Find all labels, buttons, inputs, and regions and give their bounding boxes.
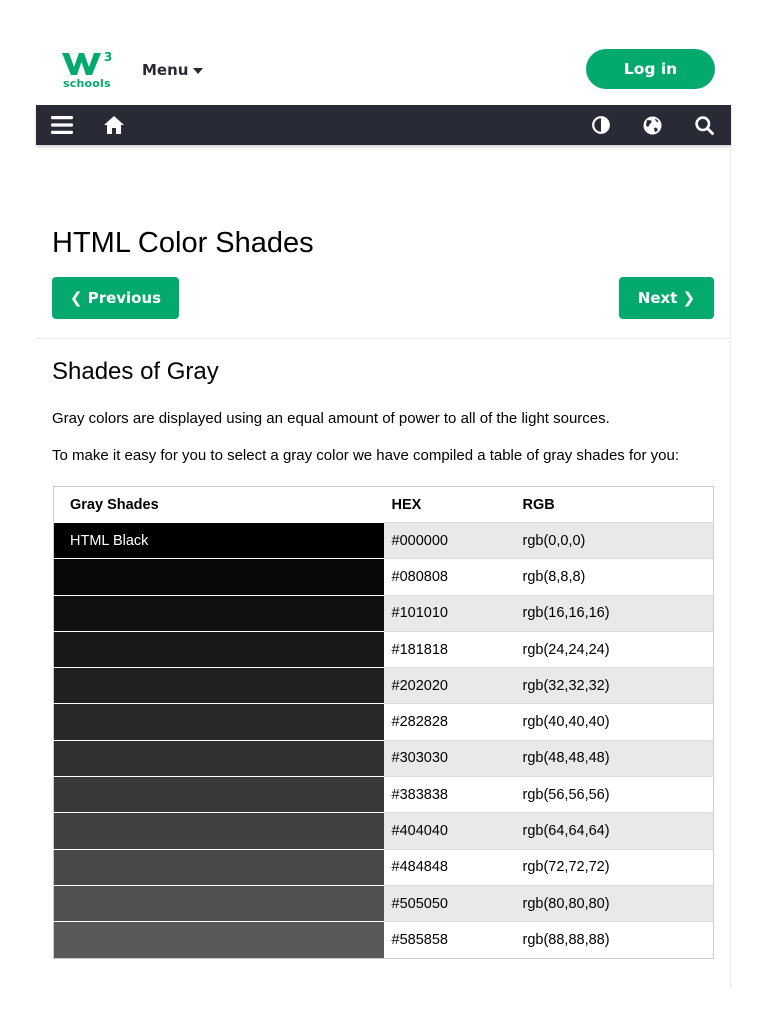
top-navbar — [36, 105, 731, 145]
hex-value: #484848 — [384, 849, 515, 885]
rgb-value: rgb(88,88,88) — [515, 922, 714, 958]
hex-value: #101010 — [384, 595, 515, 631]
color-swatch — [54, 704, 384, 740]
rgb-value: rgb(72,72,72) — [515, 849, 714, 885]
section-divider — [36, 338, 731, 339]
table-row — [54, 740, 714, 776]
hex-value: #383838 — [384, 777, 515, 813]
table-row — [54, 559, 714, 595]
caret-down-icon — [193, 68, 203, 74]
header-hex: HEX — [384, 487, 515, 523]
color-swatch — [54, 885, 384, 921]
color-swatch — [54, 922, 384, 958]
page-title: HTML Color Shades — [52, 227, 314, 259]
menu-label: Menu — [142, 61, 189, 79]
color-swatch — [54, 740, 384, 776]
hex-value: #181818 — [384, 631, 515, 667]
rgb-value: rgb(16,16,16) — [515, 595, 714, 631]
logo-text: schools — [63, 77, 111, 90]
menu-button[interactable] — [142, 58, 203, 82]
search-icon[interactable] — [692, 113, 716, 137]
table-row — [54, 631, 714, 667]
hex-value: #303030 — [384, 740, 515, 776]
header-rgb: RGB — [515, 487, 714, 523]
hex-value: #404040 — [384, 813, 515, 849]
table-row — [54, 885, 714, 921]
table-row — [54, 523, 714, 559]
hex-value: #080808 — [384, 559, 515, 595]
rgb-value: rgb(56,56,56) — [515, 777, 714, 813]
page-edge-line — [730, 38, 731, 988]
globe-icon[interactable] — [640, 113, 664, 137]
color-swatch — [54, 559, 384, 595]
gray-shades-table — [53, 486, 714, 959]
hex-value: #282828 — [384, 704, 515, 740]
rgb-value: rgb(64,64,64) — [515, 813, 714, 849]
rgb-value: rgb(24,24,24) — [515, 631, 714, 667]
logo-superscript: 3 — [104, 50, 112, 64]
login-button[interactable]: Log in — [586, 49, 715, 89]
color-swatch — [54, 849, 384, 885]
table-header-row — [54, 487, 714, 523]
contrast-icon[interactable] — [589, 113, 613, 137]
table-row — [54, 922, 714, 958]
rgb-value: rgb(32,32,32) — [515, 668, 714, 704]
table-row — [54, 813, 714, 849]
table-row — [54, 595, 714, 631]
hamburger-menu-icon[interactable] — [50, 113, 74, 137]
rgb-value: rgb(40,40,40) — [515, 704, 714, 740]
w3schools-logo[interactable] — [62, 49, 112, 93]
rgb-value: rgb(48,48,48) — [515, 740, 714, 776]
intro-paragraph: Gray colors are displayed using an equal amount of power to all of the light sources. — [52, 410, 610, 427]
w3-logo-mark — [62, 49, 112, 79]
header-gray-shades: Gray Shades — [54, 487, 384, 523]
color-swatch — [54, 813, 384, 849]
table-body — [54, 523, 714, 959]
next-button[interactable]: Next ❯ — [619, 277, 714, 319]
rgb-value: rgb(8,8,8) — [515, 559, 714, 595]
rgb-value: rgb(80,80,80) — [515, 885, 714, 921]
table-intro-paragraph: To make it easy for you to select a gray color we have compiled a table of gray shades for you: — [52, 447, 679, 464]
color-swatch — [54, 777, 384, 813]
top-header — [36, 38, 731, 105]
hex-value: #000000 — [384, 523, 515, 559]
table-row — [54, 668, 714, 704]
home-icon[interactable] — [102, 113, 126, 137]
table-row — [54, 777, 714, 813]
section-title: Shades of Gray — [52, 358, 219, 385]
previous-button[interactable]: ❮ Previous — [52, 277, 179, 319]
table-row — [54, 849, 714, 885]
color-swatch — [54, 631, 384, 667]
color-swatch — [54, 668, 384, 704]
color-swatch — [54, 595, 384, 631]
hex-value: #202020 — [384, 668, 515, 704]
rgb-value: rgb(0,0,0) — [515, 523, 714, 559]
table-row — [54, 704, 714, 740]
hex-value: #505050 — [384, 885, 515, 921]
color-swatch: HTML Black — [54, 523, 384, 559]
hex-value: #585858 — [384, 922, 515, 958]
